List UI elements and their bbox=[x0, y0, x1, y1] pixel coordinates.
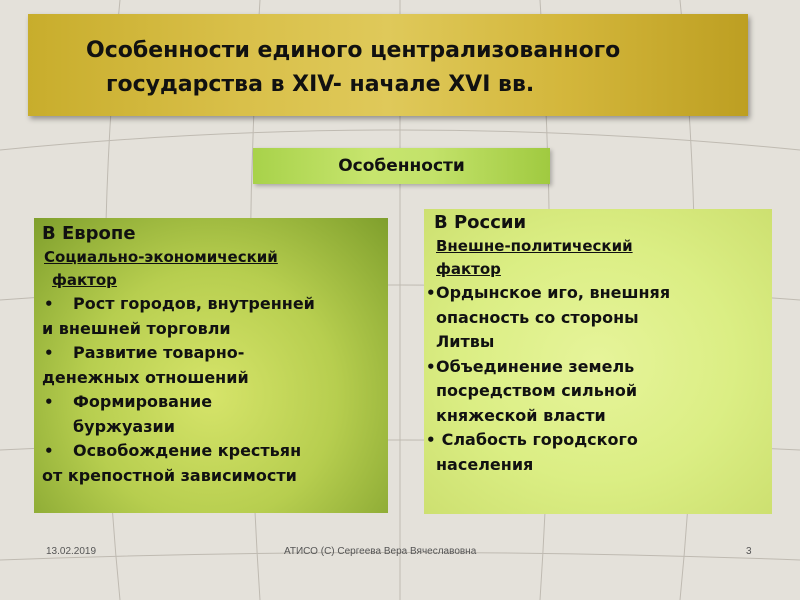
list-item: • Освобождение крестьян от крепостной зависимости bbox=[42, 441, 302, 485]
title-line-2: государства в XIV- начале XVI вв. bbox=[106, 72, 535, 97]
subtitle-box: Особенности bbox=[253, 148, 550, 184]
footer-page-number: 3 bbox=[746, 546, 752, 557]
list-item: •Объединение земель посредством сильной княжеской власти bbox=[426, 356, 638, 425]
bullet-icon: • bbox=[44, 344, 54, 362]
europe-list bbox=[42, 292, 380, 488]
bullet-icon: • bbox=[44, 442, 54, 460]
europe-heading: В Европе bbox=[42, 223, 136, 244]
bullet-icon: • bbox=[426, 284, 436, 302]
bullet-icon: • bbox=[44, 393, 54, 411]
russia-heading: В России bbox=[434, 212, 527, 233]
list-item: • Развитие товарно- денежных отношений bbox=[42, 343, 249, 387]
title-line-1: Особенности единого централизованного bbox=[86, 38, 621, 63]
russia-factor-line-2: фактор bbox=[436, 260, 501, 278]
bullet-icon: • bbox=[44, 295, 54, 313]
russia-list bbox=[426, 281, 764, 477]
bullet-icon: • bbox=[426, 431, 436, 449]
europe-factor-line-2: фактор bbox=[52, 271, 117, 289]
list-item: • Рост городов, внутренней и внешней торговли bbox=[42, 294, 315, 338]
europe-panel bbox=[34, 218, 388, 513]
list-item: •Ордынское иго, внешняя опасность со стороны Литвы bbox=[426, 283, 671, 351]
russia-factor-line-1: Внешне-политический bbox=[436, 237, 633, 255]
footer-author: АТИСО (С) Сергеева Вера Вячеславовна bbox=[284, 546, 477, 557]
europe-factor-line-1: Социально-экономический bbox=[44, 248, 278, 266]
list-item: • Слабость городского населения bbox=[426, 430, 638, 474]
slide-title bbox=[28, 14, 748, 116]
list-item: • Формирование буржуазии bbox=[44, 392, 213, 436]
footer-date: 13.02.2019 bbox=[46, 546, 97, 557]
russia-panel bbox=[424, 209, 772, 514]
bullet-icon: • bbox=[426, 357, 436, 376]
